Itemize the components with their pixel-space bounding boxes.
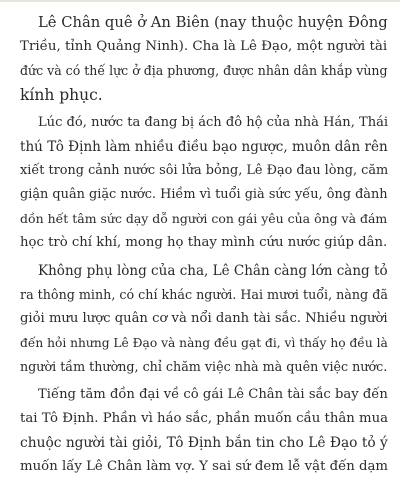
text-line: Tiếng tăm đồn đại về cô gái Lê Chân tài sắc bay đến bbox=[38, 387, 388, 402]
text-line: giỏi mưu lược quân cơ và nổi danh tài sắc. Nhiều người bbox=[20, 311, 388, 326]
text-line: ra thông minh, có chí khác người. Hai mươi tuổi, nàng đã bbox=[20, 287, 388, 302]
text-line: kính phục. bbox=[20, 86, 103, 104]
text-line: đức và có thế lực ở địa phương, được nhân dân khắp vùng bbox=[20, 63, 388, 78]
text-line: Không phụ lòng của cha, Lê Chân càng lớn càng tỏ bbox=[38, 263, 388, 279]
text-line: tai Tô Định. Phần vì háo sắc, phần muốn cầu thân mua bbox=[20, 411, 389, 426]
text-line: Lê Chân quê ở An Biên (nay thuộc huyện Đông bbox=[38, 14, 388, 31]
text-line: xiết trong cảnh nước sôi lửa bỏng, Lê Đạo đau lòng, căm bbox=[20, 163, 389, 178]
text-line: chuộc người tài giỏi, Tô Định bắn tin cho Lê Đạo tỏ ý bbox=[20, 435, 388, 451]
text-line: thú Tô Định làm nhiều điều bạo ngược, muôn dân rên bbox=[20, 139, 388, 155]
text-line: Triều, tỉnh Quảng Ninh). Cha là Lê Đạo, một người tài bbox=[20, 39, 388, 54]
text-line: người tầm thường, chỉ chăm việc nhà mà quên việc nước. bbox=[20, 359, 388, 374]
text-line: học trò chí khí, mong họ thay mình cứu nước giúp dân. bbox=[20, 235, 388, 250]
text-line: muốn lấy Lê Chân làm vợ. Y sai sứ đem lễ vật đến dạm bbox=[20, 459, 389, 474]
text-line: giận quân giặc nước. Hiềm vì tuổi già sức yếu, ông đành bbox=[20, 187, 388, 202]
text-line: Lúc đó, nước ta đang bị ách đô hộ của nhà Hán, Thái bbox=[38, 115, 389, 130]
text-line: đến hỏi nhưng Lê Đạo và nàng đều gạt đi, vì thấy họ đều là bbox=[20, 336, 388, 350]
page-top-edge bbox=[0, 0, 400, 2]
text-line: dồn hết tâm sức dạy dỗ người con gái yêu của ông và đám bbox=[20, 211, 388, 226]
